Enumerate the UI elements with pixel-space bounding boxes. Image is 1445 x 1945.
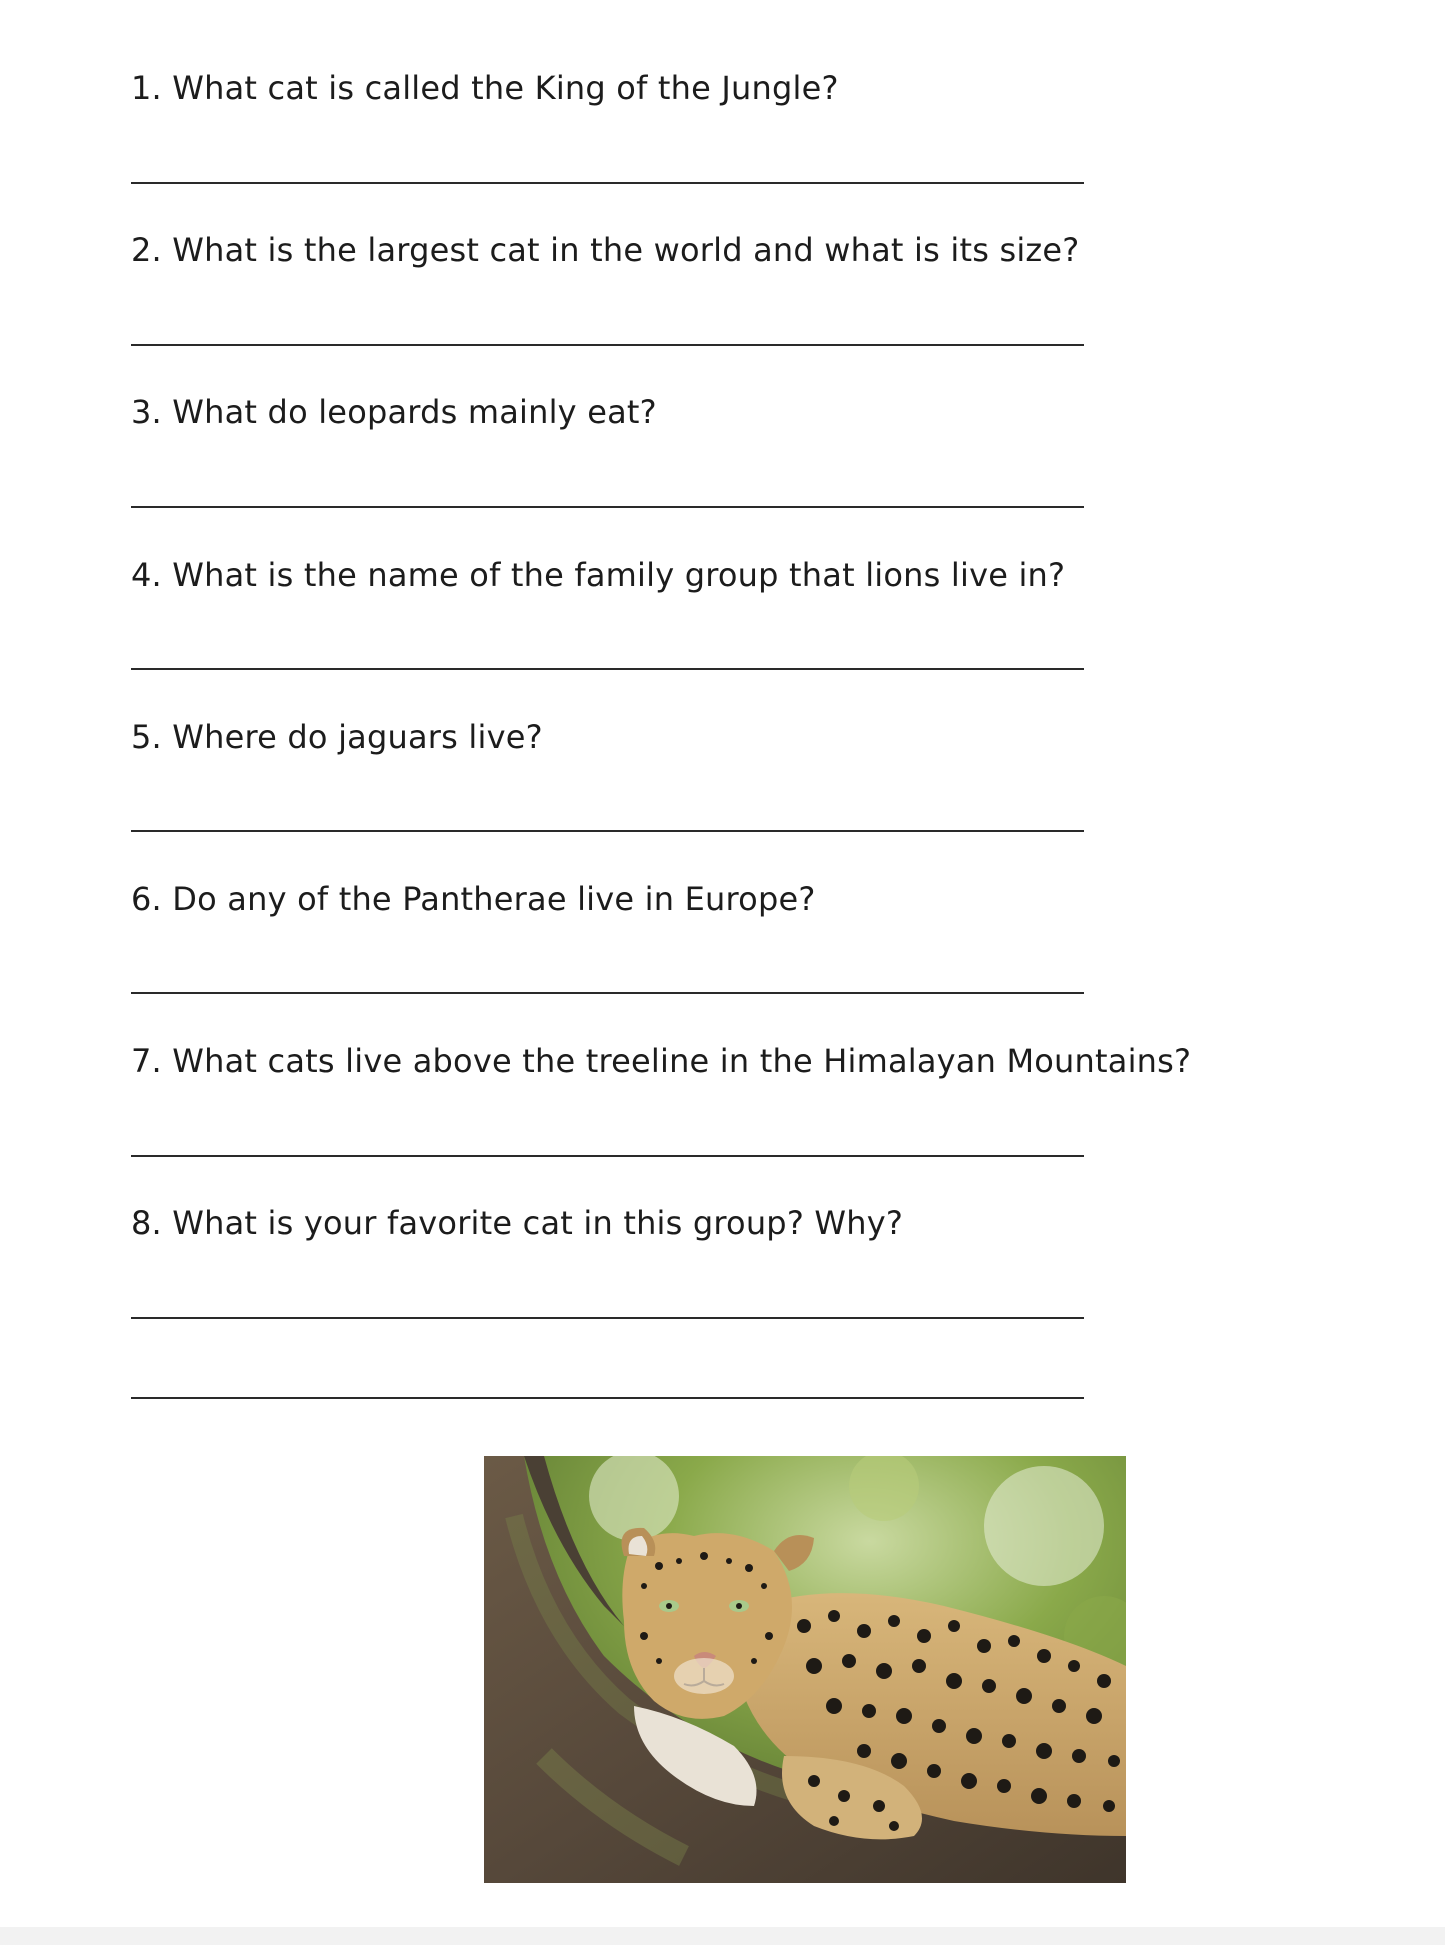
question-7: 7. What cats live above the treeline in the Himalayan Mountains? [131, 1042, 1192, 1080]
question-1: 1. What cat is called the King of the Jungle? [131, 69, 839, 107]
question-2: 2. What is the largest cat in the world and what is its size? [131, 231, 1080, 269]
answer-line-1 [131, 182, 1084, 184]
question-5: 5. Where do jaguars live? [131, 718, 543, 756]
page-bottom-edge [0, 1927, 1445, 1945]
answer-line-8b [131, 1397, 1084, 1399]
answer-line-3 [131, 506, 1084, 508]
answer-line-2 [131, 344, 1084, 346]
answer-line-4 [131, 668, 1084, 670]
leopard-photo [484, 1456, 1126, 1883]
answer-line-5 [131, 830, 1084, 832]
question-4: 4. What is the name of the family group that lions live in? [131, 556, 1066, 594]
leopard-illustration [484, 1456, 1126, 1883]
answer-line-6 [131, 992, 1084, 994]
question-3: 3. What do leopards mainly eat? [131, 393, 657, 431]
answer-line-8a [131, 1317, 1084, 1319]
answer-line-7 [131, 1155, 1084, 1157]
question-6: 6. Do any of the Pantherae live in Europe? [131, 880, 816, 918]
question-8: 8. What is your favorite cat in this group? Why? [131, 1204, 904, 1242]
